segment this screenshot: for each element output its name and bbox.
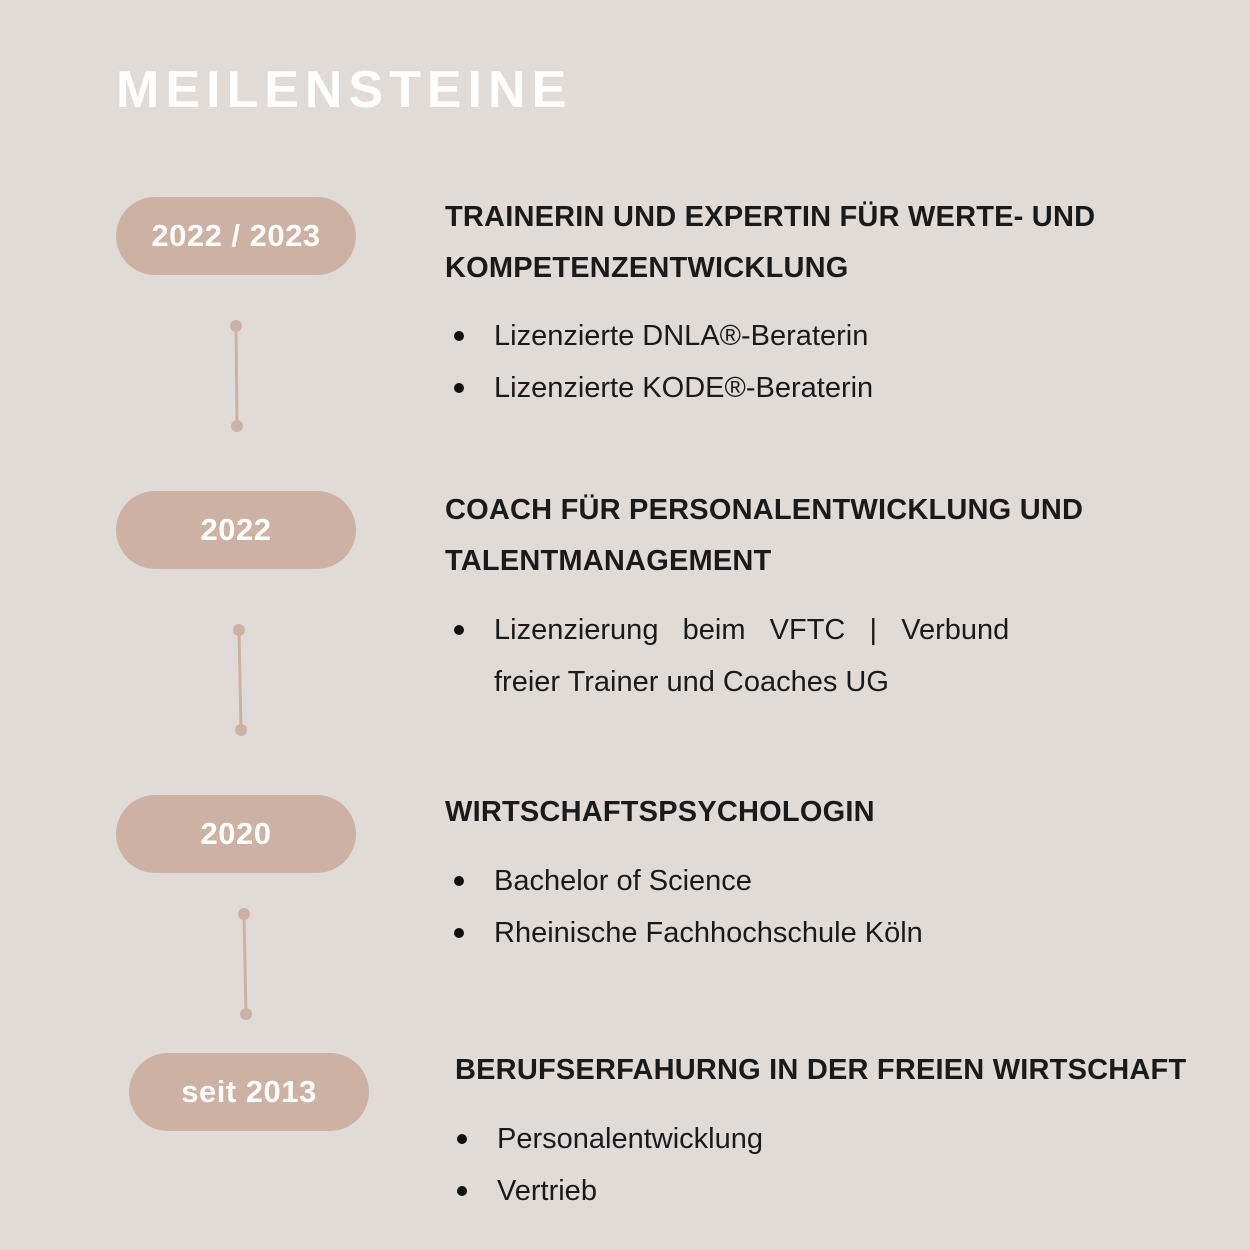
year-pill-2022-2023: 2022 / 2023 [116,197,356,275]
heading-line: WIRTSCHAFTSPSYCHOLOGIN [445,796,875,828]
milestone-heading-3 [445,787,875,838]
year-pill-2020: 2020 [116,795,356,873]
milestone-list-1 [446,310,873,414]
list-item-line: freier Trainer und Coaches UG [494,666,889,698]
list-item: Bachelor of Science [446,855,923,907]
milestone-list-2 [446,604,1009,708]
heading-line: TRAINERIN UND EXPERTIN FÜR WERTE- UND [445,201,1096,233]
milestone-heading-2 [445,485,1083,587]
list-item: Personalentwicklung [449,1113,763,1165]
milestone-heading-4 [455,1045,1186,1096]
page-title: MEILENSTEINE [116,61,573,119]
list-item: Rheinische Fachhochschule Köln [446,907,923,959]
heading-line: BERUFSERFAHURNG IN DER FREIEN WIRTSCHAFT [455,1054,1187,1086]
milestone-heading-1 [445,192,1095,294]
year-pill-seit-2013: seit 2013 [129,1053,369,1131]
list-item: Lizenzierte DNLA®-Beraterin [446,310,873,362]
milestone-list-4 [449,1113,763,1217]
list-item: Vertrieb [449,1165,763,1217]
connector-2 [233,624,247,736]
list-item [446,604,1009,708]
list-item: Lizenzierte KODE®-Beraterin [446,362,873,414]
connector-1 [230,320,243,432]
year-pill-2022: 2022 [116,491,356,569]
heading-line: COACH FÜR PERSONALENTWICKLUNG UND [445,494,1084,526]
connector-3 [238,908,252,1020]
milestone-list-3 [446,855,923,959]
heading-line: TALENTMANAGEMENT [445,545,772,577]
heading-line: KOMPETENZENTWICKLUNG [445,252,849,284]
list-item-line: Lizenzierung beim VFTC | Verbund [494,614,1010,646]
